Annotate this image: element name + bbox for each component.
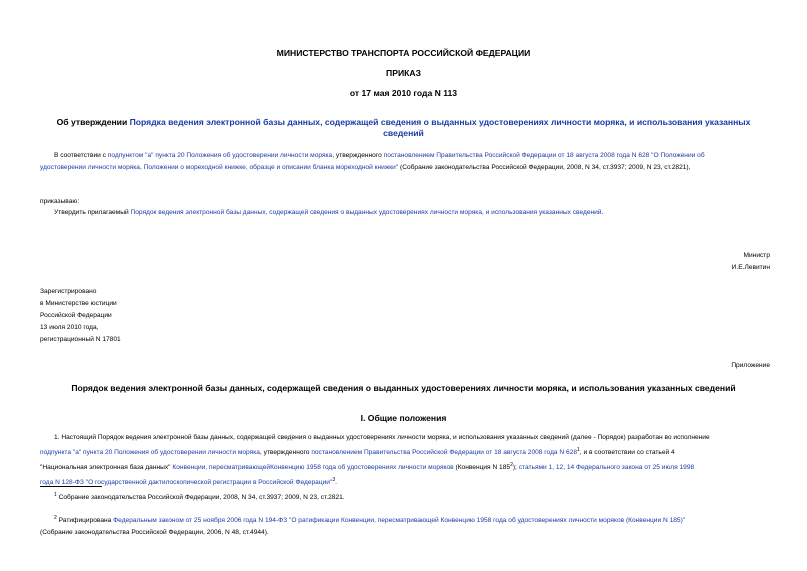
- ministry-heading: МИНИСТЕРСТВО ТРАНСПОРТА РОССИЙСКОЙ ФЕДЕРАЦИИ: [276, 48, 531, 58]
- para1-link-federal-law[interactable]: статьями 1, 12, 14 Федерального закона от 25 июля 1998: [518, 464, 695, 472]
- order-text-1: Утвердить прилагаемый: [54, 209, 131, 216]
- para1-link-decree[interactable]: постановлением Правительства Российской Федерации от 18 августа 2008 года N 628: [311, 449, 578, 457]
- document-title: [0, 117, 807, 139]
- para1-link-federal-law-cont[interactable]: года N 128-ФЗ "О государственной дактилоскопической регистрации в Российской Федерации": [40, 479, 333, 487]
- order-text-2: .: [601, 209, 604, 216]
- footnote-2-number: 2: [54, 515, 57, 521]
- footnote-2-link-law[interactable]: Федеральным законом от 25 ноября 2006 года N 194-ФЗ "О ратификации Конвенции, пересматривающей Конвенцию 1958 года об удостоверениях личности моряков (Конвенции N 185)": [113, 517, 686, 525]
- doc-type: ПРИКАЗ: [386, 68, 421, 78]
- para1-link-clause[interactable]: подпункта "а" пункта 20 Положения об удостоверении личности моряка: [40, 449, 260, 457]
- signature: [732, 250, 770, 274]
- preamble-text-3: (Собрание законодательства Российской Федерации, 2008, N 34, ст.3937; 2009, N 23, ст.2821),: [398, 164, 691, 171]
- footnote-ref-2[interactable]: 2: [510, 462, 513, 469]
- footnote-2-text-2: (Собрание законодательства Российской Федерации, 2006, N 48, ст.4944).: [40, 529, 269, 537]
- title-link-cont[interactable]: сведений: [383, 128, 424, 138]
- para1-text-7: .: [335, 479, 337, 487]
- section-heading: I. Общие положения: [360, 413, 447, 423]
- preamble-link-decree[interactable]: постановлением Правительства Российской Федерации от 18 августа 2008 года N 628 "О Положении об: [383, 152, 705, 159]
- preamble: [40, 150, 780, 174]
- para1-text-1: 1. Настоящий Порядок ведения электронной базы данных, содержащей сведения о выданных удостоверениях личности моряка, и использования указанных сведений (далее - Порядок) разработан во исполнение: [54, 434, 710, 441]
- title-prefix: Об утверждении: [56, 117, 130, 127]
- title-link[interactable]: Порядка ведения электронной базы данных, содержащей сведения о выданных удостоверениях личности моряка, и использования указанных: [129, 117, 751, 127]
- footnote-divider: [40, 486, 102, 487]
- registration-line-1: Зарегистрировано: [40, 288, 97, 295]
- footnote-ref-3[interactable]: 3: [332, 477, 336, 484]
- order-text: [54, 207, 603, 219]
- preamble-text-2: , утвержденного: [332, 152, 384, 159]
- para1-link-convention[interactable]: Конвенции, пересматривающей: [172, 464, 271, 472]
- registration-line-3: Российской Федерации: [40, 312, 112, 319]
- order-link-procedure[interactable]: Порядок ведения электронной базы данных, содержащей сведения о выданных удостоверениях личности моряка, и использования указанных сведений: [130, 209, 602, 216]
- preamble-link-decree-cont[interactable]: удостоверении личности моряка, Положении о мореходной книжке, образце и описании бланка мореходной книжки": [40, 164, 399, 171]
- appendix-title: Порядок ведения электронной базы данных, содержащей сведения о выданных удостоверениях личности моряка, и использования указанных сведений: [71, 383, 736, 393]
- date-number: от 17 мая 2010 года N 113: [349, 88, 458, 98]
- registration-block: [40, 286, 121, 346]
- footnote-ref-1[interactable]: 1: [577, 447, 580, 453]
- paragraph-1: [40, 432, 780, 490]
- preamble-text-1: В соответствии с: [54, 152, 108, 159]
- registration-line-4: 13 июля 2010 года,: [40, 324, 99, 331]
- preamble-link-clause[interactable]: подпунктом "а" пункта 20 Положения об удостоверении личности моряка: [107, 152, 333, 159]
- registration-line-2: в Министерстве юстиции: [40, 300, 117, 307]
- footnote-2: [40, 512, 785, 539]
- order-word: приказываю:: [40, 198, 80, 205]
- para1-text-4: "Национальная электронная база данных": [40, 464, 173, 472]
- registration-line-5: регистрационный N 17801: [40, 336, 121, 343]
- signature-position: Министр: [743, 252, 770, 259]
- footnote-1: [54, 489, 345, 504]
- footnote-1-text: Собрание законодательства Российской Федерации, 2008, N 34, ст.3937; 2009, N 23, ст.2821.: [56, 494, 345, 502]
- para1-text-2: , утвержденного: [259, 449, 312, 457]
- para1-text-5: (Конвенция N 185: [453, 464, 511, 472]
- para1-text-3: , и в соответствии со статьей 4: [579, 449, 675, 457]
- para1-text-6: );: [512, 464, 519, 472]
- footnote-1-number: 1: [54, 492, 57, 498]
- signature-name: И.Е.Левитин: [731, 264, 770, 271]
- para1-link-convention-1958[interactable]: Конвенцию 1958 года об удостоверениях личности моряков: [270, 464, 454, 472]
- footnote-2-text-1: Ратифицирована: [56, 517, 114, 525]
- appendix-label: Приложение: [731, 362, 770, 369]
